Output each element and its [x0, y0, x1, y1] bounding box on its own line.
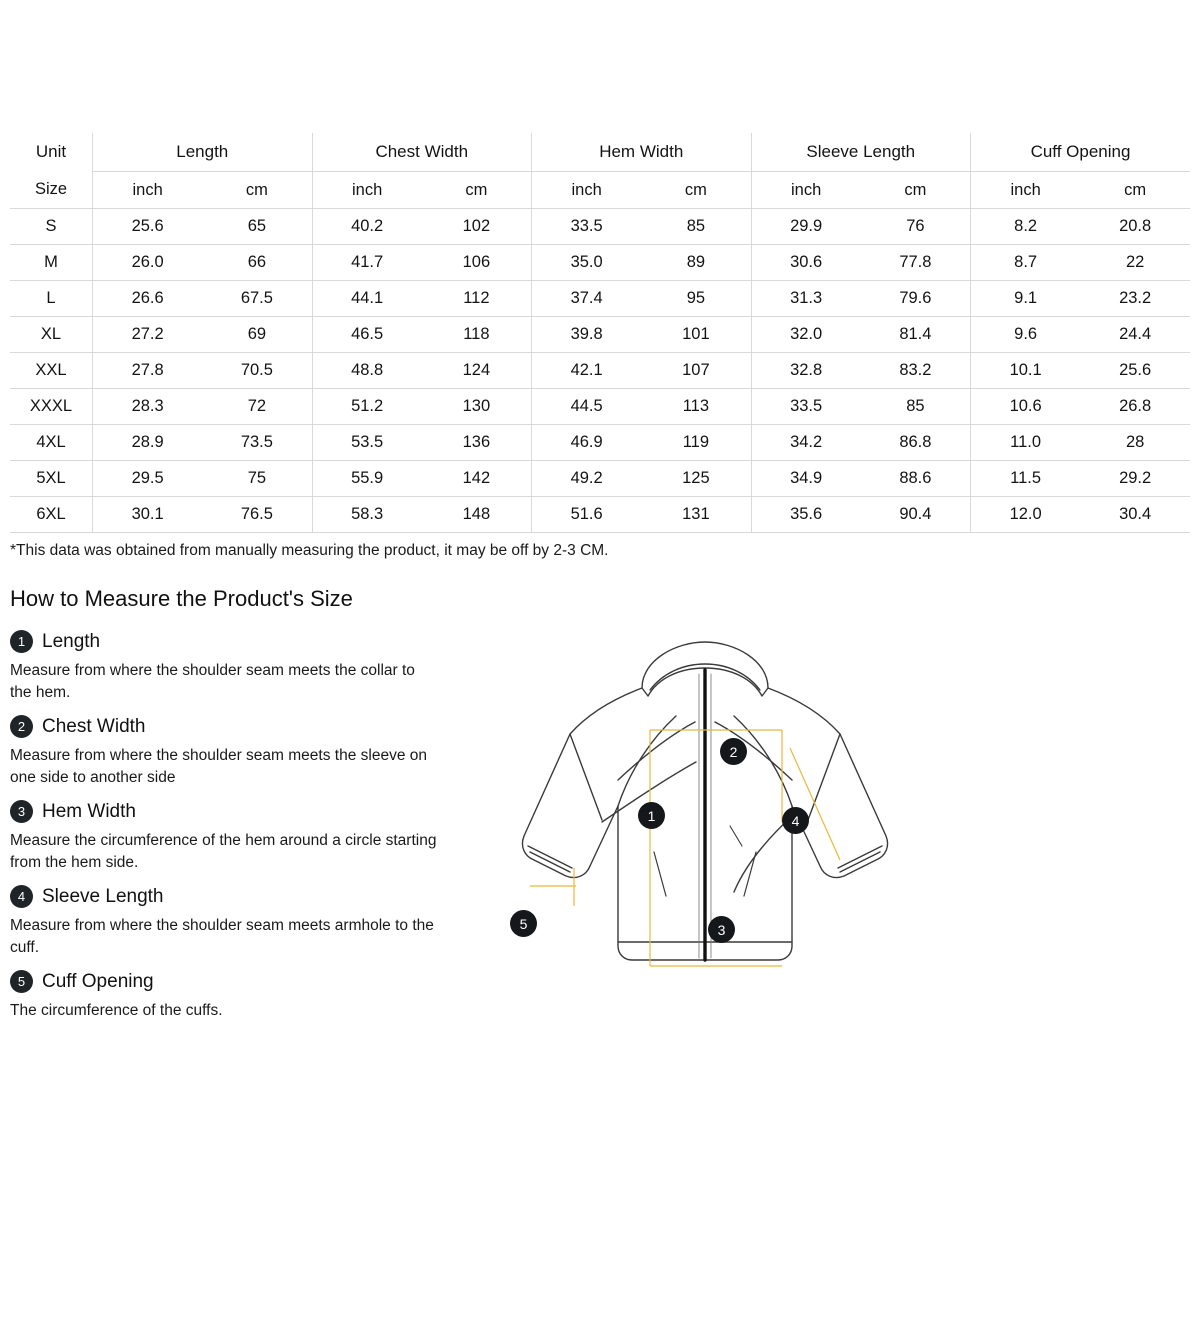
cell-chest-inch: 53.5 — [312, 425, 422, 461]
header-group-cuff-opening: Cuff Opening — [971, 133, 1191, 172]
cell-sleeve-inch: 34.2 — [751, 425, 861, 461]
cell-length-inch: 30.1 — [93, 497, 203, 533]
cell-length-cm: 67.5 — [202, 281, 312, 317]
cell-chest-cm: 106 — [422, 245, 532, 281]
header-chest-inch: inch — [312, 172, 422, 209]
cell-sleeve-cm: 81.4 — [861, 317, 971, 353]
diagram-marker-hem-width: 3 — [708, 916, 735, 943]
table-row — [10, 461, 1190, 497]
cell-cuff-cm: 24.4 — [1080, 317, 1190, 353]
cell-length-cm: 73.5 — [202, 425, 312, 461]
step-head — [10, 800, 480, 823]
cell-length-inch: 28.9 — [93, 425, 203, 461]
table-header-units — [10, 172, 1190, 209]
cell-length-cm: 65 — [202, 209, 312, 245]
row-size: 5XL — [10, 461, 93, 497]
cell-cuff-cm: 30.4 — [1080, 497, 1190, 533]
cell-sleeve-inch: 31.3 — [751, 281, 861, 317]
cell-length-inch: 29.5 — [93, 461, 203, 497]
table-row — [10, 497, 1190, 533]
size-chart-table — [10, 133, 1190, 533]
cell-length-inch: 26.0 — [93, 245, 203, 281]
measure-step-sleeve-length — [10, 885, 480, 959]
cell-chest-cm: 102 — [422, 209, 532, 245]
size-chart-page — [0, 133, 1200, 1333]
cell-cuff-inch: 12.0 — [971, 497, 1081, 533]
step-title: Sleeve Length — [42, 885, 164, 907]
cell-hem-cm: 119 — [641, 425, 751, 461]
measure-step-length — [10, 630, 480, 704]
cell-hem-inch: 33.5 — [532, 209, 642, 245]
diagram-marker-length: 1 — [638, 802, 665, 829]
cell-sleeve-cm: 88.6 — [861, 461, 971, 497]
cell-chest-inch: 48.8 — [312, 353, 422, 389]
cell-hem-inch: 35.0 — [532, 245, 642, 281]
step-number-badge: 1 — [10, 630, 33, 653]
cell-cuff-inch: 9.6 — [971, 317, 1081, 353]
step-description: The circumference of the cuffs. — [10, 1002, 223, 1019]
cell-sleeve-cm: 86.8 — [861, 425, 971, 461]
diagram-marker-cuff-opening: 5 — [510, 910, 537, 937]
table-row — [10, 353, 1190, 389]
step-number-badge: 3 — [10, 800, 33, 823]
cell-cuff-inch: 11.0 — [971, 425, 1081, 461]
cell-sleeve-inch: 33.5 — [751, 389, 861, 425]
cell-chest-cm: 148 — [422, 497, 532, 533]
cell-sleeve-cm: 77.8 — [861, 245, 971, 281]
cell-sleeve-inch: 34.9 — [751, 461, 861, 497]
cell-sleeve-inch: 35.6 — [751, 497, 861, 533]
step-title: Cuff Opening — [42, 970, 154, 992]
diagram-column — [480, 612, 1190, 1032]
cell-length-inch: 27.8 — [93, 353, 203, 389]
step-head — [10, 885, 480, 908]
cell-hem-cm: 107 — [641, 353, 751, 389]
header-group-length: Length — [93, 133, 313, 172]
header-hem-cm: cm — [641, 172, 751, 209]
diagram-marker-chest-width: 2 — [720, 738, 747, 765]
cell-cuff-inch: 11.5 — [971, 461, 1081, 497]
cell-chest-inch: 55.9 — [312, 461, 422, 497]
cell-sleeve-inch: 32.0 — [751, 317, 861, 353]
cell-hem-cm: 131 — [641, 497, 751, 533]
page-title: How to Measure the Product's Size — [10, 586, 353, 611]
cell-length-inch: 25.6 — [93, 209, 203, 245]
cell-chest-cm: 136 — [422, 425, 532, 461]
header-unit-label: Unit — [10, 133, 93, 172]
cell-hem-cm: 85 — [641, 209, 751, 245]
cell-hem-inch: 39.8 — [532, 317, 642, 353]
step-number-badge: 2 — [10, 715, 33, 738]
cell-cuff-cm: 23.2 — [1080, 281, 1190, 317]
header-group-chest-width: Chest Width — [312, 133, 532, 172]
header-group-hem-width: Hem Width — [532, 133, 752, 172]
cell-length-cm: 75 — [202, 461, 312, 497]
cell-hem-inch: 37.4 — [532, 281, 642, 317]
cell-chest-inch: 46.5 — [312, 317, 422, 353]
cell-chest-inch: 44.1 — [312, 281, 422, 317]
header-length-cm: cm — [202, 172, 312, 209]
diagram-marker-sleeve-length: 4 — [782, 807, 809, 834]
cell-length-inch: 27.2 — [93, 317, 203, 353]
cell-length-cm: 70.5 — [202, 353, 312, 389]
step-title: Length — [42, 630, 101, 652]
row-size: S — [10, 209, 93, 245]
table-row — [10, 245, 1190, 281]
header-sleeve-inch: inch — [751, 172, 861, 209]
measure-steps-list — [10, 612, 480, 1033]
cell-hem-inch: 46.9 — [532, 425, 642, 461]
step-description: Measure the circumference of the hem around a circle starting from the hem side. — [10, 832, 437, 871]
header-cuff-cm: cm — [1080, 172, 1190, 209]
cell-chest-inch: 58.3 — [312, 497, 422, 533]
row-size: XL — [10, 317, 93, 353]
measure-step-chest-width — [10, 715, 480, 789]
step-head — [10, 970, 480, 993]
cell-hem-inch: 51.6 — [532, 497, 642, 533]
table-row — [10, 209, 1190, 245]
cell-cuff-cm: 28 — [1080, 425, 1190, 461]
step-title: Hem Width — [42, 800, 136, 822]
cell-cuff-cm: 20.8 — [1080, 209, 1190, 245]
cell-sleeve-cm: 76 — [861, 209, 971, 245]
header-length-inch: inch — [93, 172, 203, 209]
cell-sleeve-cm: 90.4 — [861, 497, 971, 533]
cell-chest-cm: 142 — [422, 461, 532, 497]
row-size: 4XL — [10, 425, 93, 461]
cell-length-inch: 26.6 — [93, 281, 203, 317]
header-group-sleeve-length: Sleeve Length — [751, 133, 971, 172]
step-description: Measure from where the shoulder seam meets the collar to the hem. — [10, 662, 415, 701]
header-cuff-inch: inch — [971, 172, 1081, 209]
row-size: XXL — [10, 353, 93, 389]
measure-content — [10, 612, 1190, 1033]
cell-chest-inch: 51.2 — [312, 389, 422, 425]
cell-cuff-cm: 26.8 — [1080, 389, 1190, 425]
header-size-label: Size — [10, 172, 93, 209]
table-row — [10, 389, 1190, 425]
cell-chest-inch: 41.7 — [312, 245, 422, 281]
header-chest-cm: cm — [422, 172, 532, 209]
cell-cuff-cm: 22 — [1080, 245, 1190, 281]
table-row — [10, 317, 1190, 353]
step-title: Chest Width — [42, 715, 146, 737]
cell-cuff-cm: 25.6 — [1080, 353, 1190, 389]
step-number-badge: 5 — [10, 970, 33, 993]
cell-hem-cm: 113 — [641, 389, 751, 425]
cell-chest-cm: 118 — [422, 317, 532, 353]
cell-cuff-inch: 10.6 — [971, 389, 1081, 425]
step-description: Measure from where the shoulder seam meets the sleeve on one side to another side — [10, 747, 427, 786]
step-head — [10, 715, 480, 738]
row-size: 6XL — [10, 497, 93, 533]
cell-hem-cm: 89 — [641, 245, 751, 281]
cell-hem-cm: 101 — [641, 317, 751, 353]
row-size: L — [10, 281, 93, 317]
jacket-illustration-icon — [490, 630, 920, 1010]
cell-cuff-inch: 9.1 — [971, 281, 1081, 317]
step-description: Measure from where the shoulder seam meets armhole to the cuff. — [10, 917, 434, 956]
cell-hem-inch: 44.5 — [532, 389, 642, 425]
cell-chest-cm: 124 — [422, 353, 532, 389]
table-row — [10, 425, 1190, 461]
measure-step-hem-width — [10, 800, 480, 874]
row-size: XXXL — [10, 389, 93, 425]
cell-sleeve-inch: 29.9 — [751, 209, 861, 245]
cell-cuff-inch: 10.1 — [971, 353, 1081, 389]
cell-sleeve-cm: 85 — [861, 389, 971, 425]
cell-length-cm: 66 — [202, 245, 312, 281]
cell-sleeve-cm: 79.6 — [861, 281, 971, 317]
cell-chest-inch: 40.2 — [312, 209, 422, 245]
measure-step-cuff-opening — [10, 970, 480, 1022]
cell-length-cm: 72 — [202, 389, 312, 425]
header-sleeve-cm: cm — [861, 172, 971, 209]
step-head — [10, 630, 480, 653]
cell-cuff-cm: 29.2 — [1080, 461, 1190, 497]
cell-length-cm: 69 — [202, 317, 312, 353]
table-footnote: *This data was obtained from manually measuring the product, it may be off by 2-3 CM. — [10, 542, 609, 559]
cell-sleeve-cm: 83.2 — [861, 353, 971, 389]
cell-hem-cm: 125 — [641, 461, 751, 497]
row-size: M — [10, 245, 93, 281]
jacket-diagram — [490, 630, 920, 1010]
cell-length-cm: 76.5 — [202, 497, 312, 533]
cell-length-inch: 28.3 — [93, 389, 203, 425]
step-number-badge: 4 — [10, 885, 33, 908]
cell-chest-cm: 130 — [422, 389, 532, 425]
header-hem-inch: inch — [532, 172, 642, 209]
cell-sleeve-inch: 30.6 — [751, 245, 861, 281]
table-header-groups — [10, 133, 1190, 172]
cell-hem-inch: 42.1 — [532, 353, 642, 389]
table-row — [10, 281, 1190, 317]
cell-hem-cm: 95 — [641, 281, 751, 317]
cell-sleeve-inch: 32.8 — [751, 353, 861, 389]
cell-cuff-inch: 8.7 — [971, 245, 1081, 281]
cell-chest-cm: 112 — [422, 281, 532, 317]
cell-hem-inch: 49.2 — [532, 461, 642, 497]
cell-cuff-inch: 8.2 — [971, 209, 1081, 245]
